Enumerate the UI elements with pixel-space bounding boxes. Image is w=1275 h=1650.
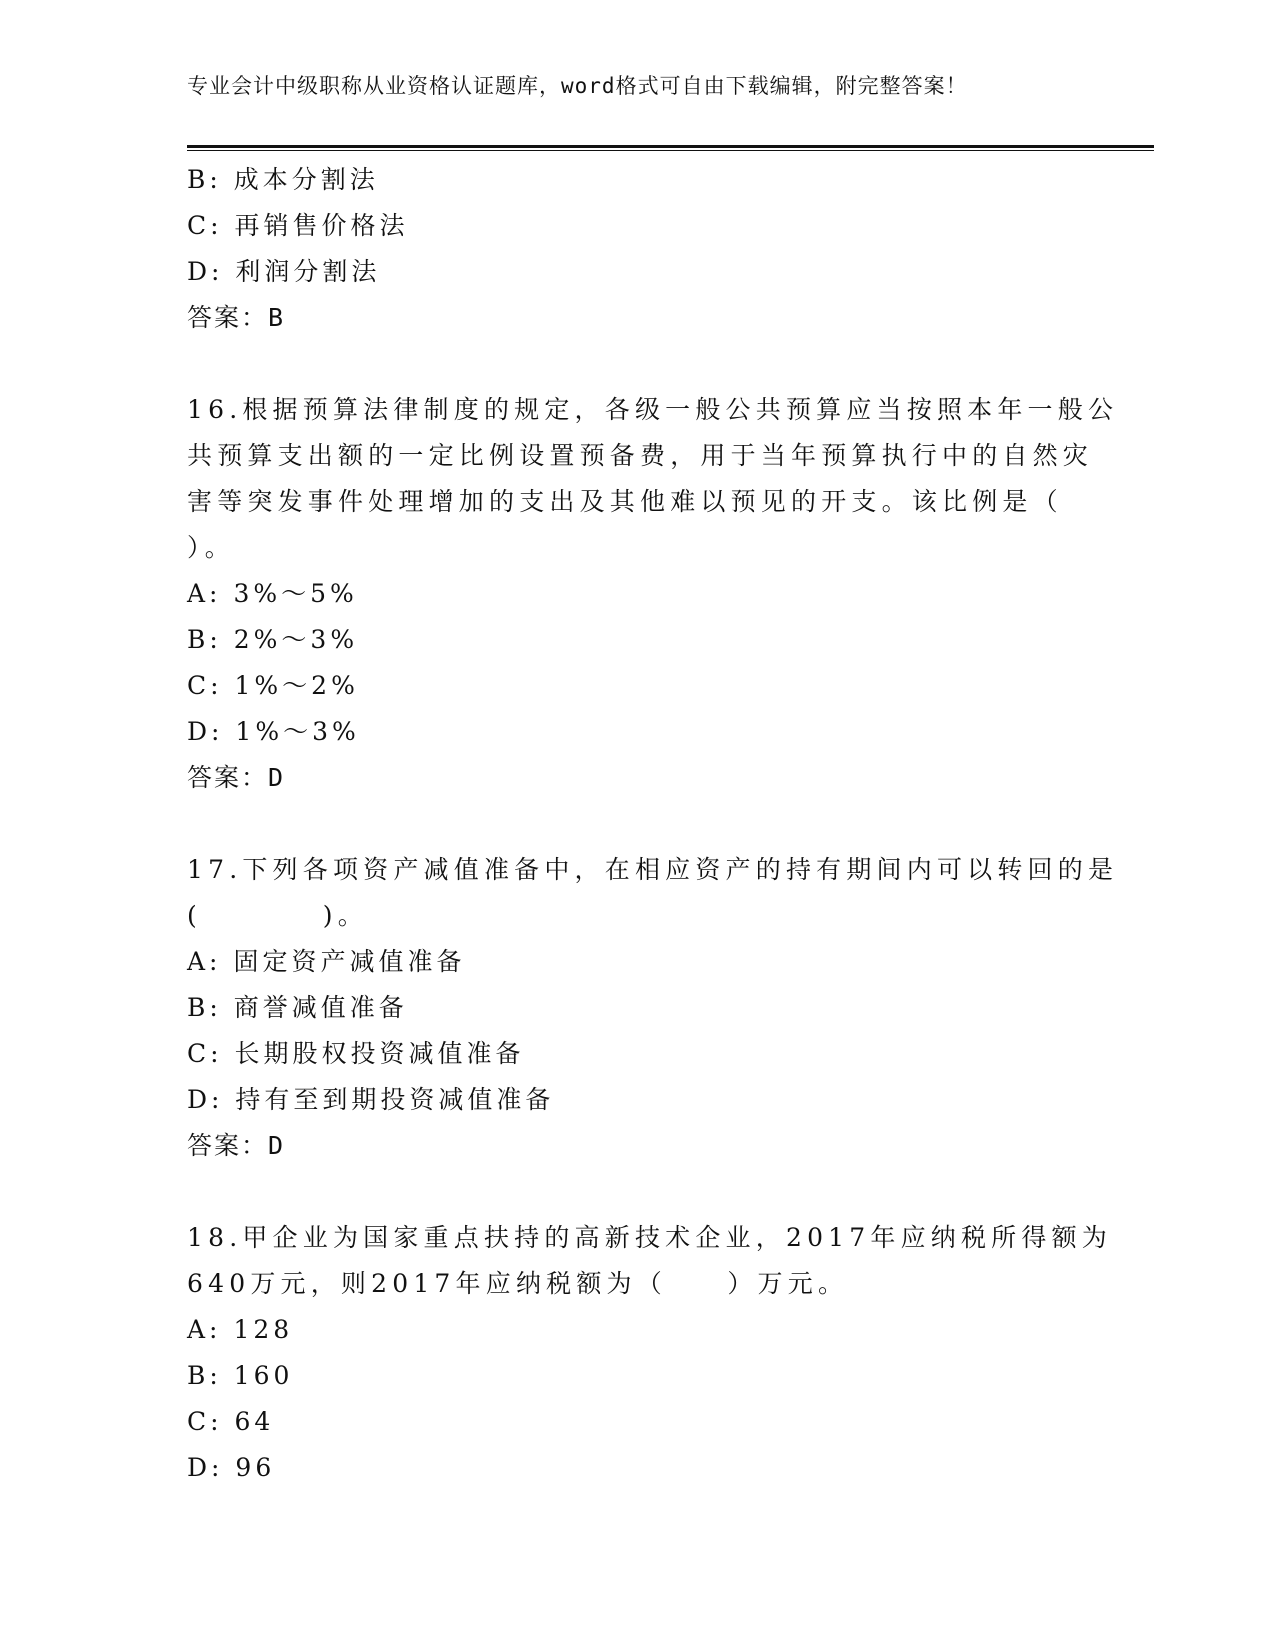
question-text-line: ( )。 [187, 901, 368, 930]
option-d [187, 1445, 1087, 1491]
option-c [187, 663, 1087, 709]
option-a [187, 939, 1087, 985]
question-text-line: ）。 [187, 533, 235, 562]
option-text: 1%～2% [234, 671, 359, 700]
option-c [187, 1031, 1087, 1077]
option-text: 1%～3% [235, 717, 360, 746]
option-label: B: [187, 165, 222, 194]
option-text: 64 [234, 1407, 275, 1436]
question-text-line: 共预算支出额的一定比例设置预备费，用于当年预算执行中的自然灾 [187, 441, 1094, 470]
question-16 [187, 387, 1119, 801]
spacer [187, 801, 1087, 847]
option-a [187, 571, 1087, 617]
option-d [187, 709, 1087, 755]
option-label: D: [187, 1085, 224, 1114]
option-d [187, 1077, 1087, 1123]
option-d [187, 249, 1087, 295]
option-label: C: [187, 671, 223, 700]
option-b [187, 617, 1087, 663]
question-text-line: 640万元，则2017年应纳税额为（ ）万元。 [187, 1269, 849, 1298]
answer-line [187, 755, 1087, 801]
question-text-line: 害等突发事件处理增加的支出及其他难以预见的开支。该比例是（ [187, 487, 1063, 516]
option-a [187, 1307, 1087, 1353]
answer-value: B [268, 303, 286, 332]
option-text: 160 [233, 1361, 294, 1390]
question-text-line: 17.下列各项资产减值准备中，在相应资产的持有期间内可以转回的是 [187, 855, 1119, 884]
header-rule-thin [187, 150, 1154, 151]
answer-line [187, 295, 1087, 341]
option-text: 3%～5% [233, 579, 358, 608]
option-text: 128 [233, 1315, 294, 1344]
answer-value: D [268, 1131, 286, 1160]
answer-value: D [268, 763, 286, 792]
question-18 [187, 1215, 1112, 1491]
answer-label: 答案： [187, 763, 269, 792]
option-b [187, 1353, 1087, 1399]
option-label: B: [187, 625, 222, 654]
answer-label: 答案： [187, 1131, 269, 1160]
question-text-line: 16.根据预算法律制度的规定，各级一般公共预算应当按照本年一般公 [187, 395, 1119, 424]
option-text: 再销售价格法 [234, 211, 409, 240]
option-text: 2%～3% [233, 625, 359, 654]
option-label: A: [187, 1315, 222, 1344]
spacer [187, 341, 1087, 387]
option-label: D: [187, 717, 224, 746]
header-rule-thick [187, 145, 1154, 148]
option-label: C: [187, 1407, 223, 1436]
option-b [187, 985, 1087, 1031]
option-label: B: [187, 1361, 222, 1390]
option-label: D: [187, 1453, 224, 1482]
option-label: B: [187, 993, 222, 1022]
spacer [187, 1169, 1087, 1215]
option-c [187, 1399, 1087, 1445]
option-text: 成本分割法 [233, 165, 379, 194]
question-15-tail [187, 157, 1087, 341]
option-c [187, 203, 1087, 249]
question-text-line: 18.甲企业为国家重点扶持的高新技术企业，2017年应纳税所得额为 [187, 1223, 1112, 1252]
option-text: 固定资产减值准备 [233, 947, 466, 976]
option-b [187, 157, 1087, 203]
option-text: 持有至到期投资减值准备 [235, 1085, 555, 1114]
option-label: C: [187, 1039, 223, 1068]
question-17 [187, 847, 1119, 1169]
option-label: A: [187, 579, 222, 608]
option-label: C: [187, 211, 223, 240]
page-header: 专业会计中级职称从业资格认证题库，word格式可自由下载编辑，附完整答案！ [187, 74, 968, 98]
answer-label: 答案： [187, 303, 269, 332]
option-text: 利润分割法 [235, 257, 381, 286]
option-text: 商誉减值准备 [233, 993, 408, 1022]
option-text: 长期股权投资减值准备 [234, 1039, 525, 1068]
option-label: A: [187, 947, 222, 976]
question-content [187, 157, 1119, 1491]
option-text: 96 [235, 1453, 276, 1482]
answer-line [187, 1123, 1087, 1169]
option-label: D: [187, 257, 224, 286]
